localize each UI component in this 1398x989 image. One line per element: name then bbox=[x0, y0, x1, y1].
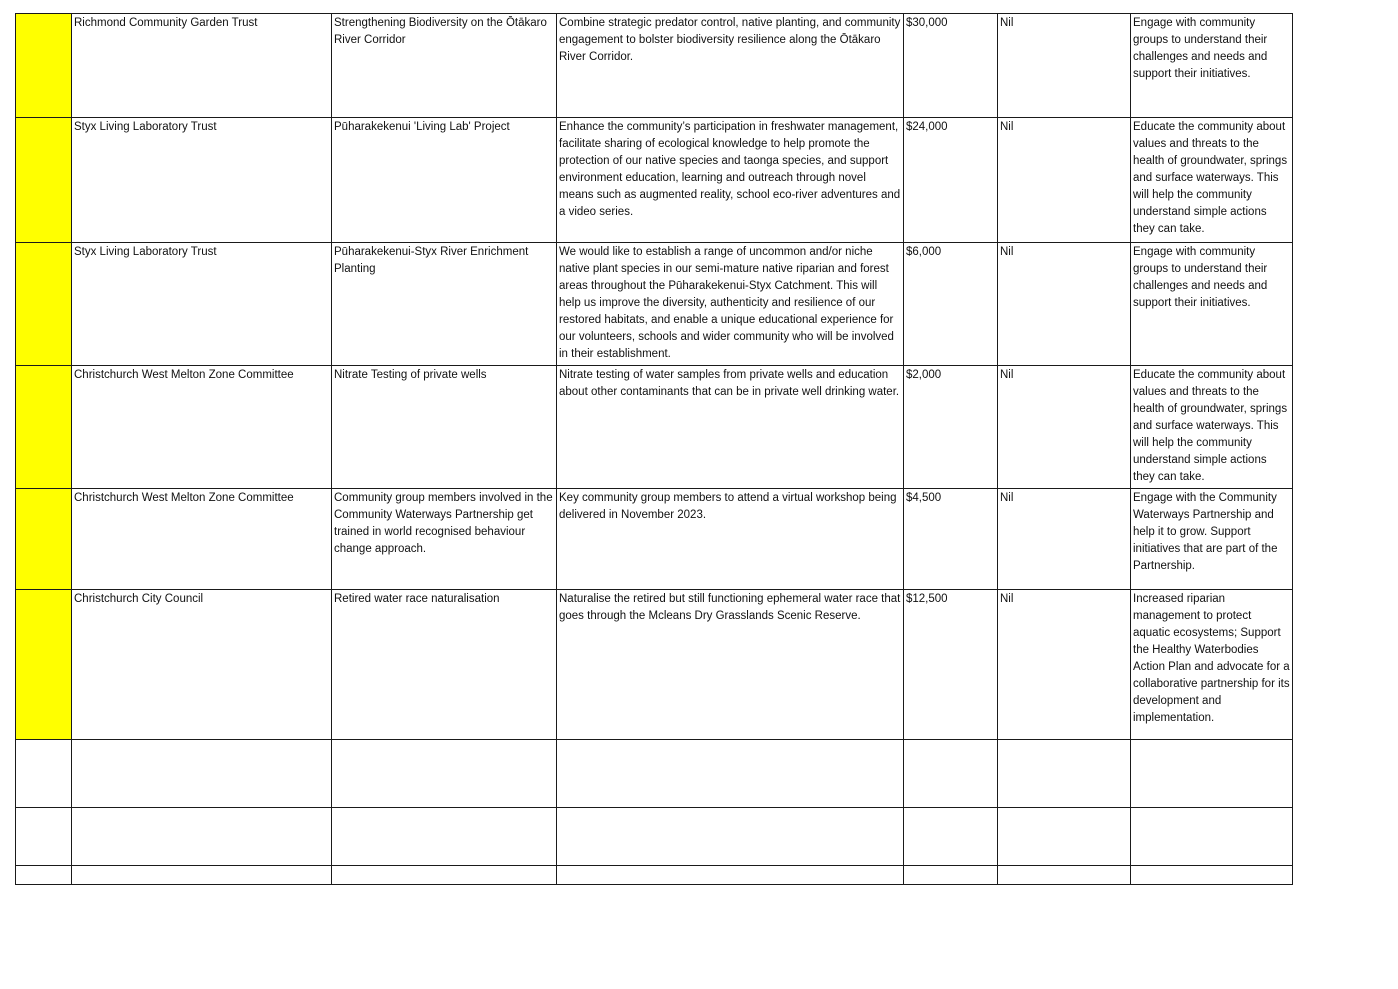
project-cell[interactable]: Community group members involved in the Community Waterways Partnership get trained in world recognised behaviour change approach. bbox=[332, 489, 557, 590]
empty-cell[interactable] bbox=[998, 808, 1131, 866]
organisation-cell[interactable]: Christchurch West Melton Zone Committee bbox=[72, 366, 332, 489]
amount-cell[interactable]: $4,500 bbox=[904, 489, 998, 590]
highlight-marker-cell[interactable] bbox=[16, 243, 72, 366]
description-cell[interactable]: Enhance the community’s participation in freshwater management, facilitate sharing of ecological knowledge to help promote the protection of our native species and taonga species, and support environment education, learning and outreach through novel means such as augmented reality, school eco-river adventures and a video series. bbox=[557, 118, 904, 243]
description-cell[interactable]: Combine strategic predator control, native planting, and community engagement to bolster biodiversity resilience along the Ōtākaro River Corridor. bbox=[557, 14, 904, 118]
table-row bbox=[16, 14, 1293, 118]
outcome-cell[interactable]: Increased riparian management to protect aquatic ecosystems; Support the Healthy Waterbodies Action Plan and advocate for a collaborative partnership for its development and implementation. bbox=[1131, 590, 1293, 740]
empty-table-row bbox=[16, 740, 1293, 808]
project-cell[interactable]: Retired water race naturalisation bbox=[332, 590, 557, 740]
amount-cell[interactable]: $2,000 bbox=[904, 366, 998, 489]
highlight-marker-cell[interactable] bbox=[16, 366, 72, 489]
empty-cell[interactable] bbox=[557, 866, 904, 885]
other-funding-cell[interactable]: Nil bbox=[998, 590, 1131, 740]
amount-cell[interactable]: $30,000 bbox=[904, 14, 998, 118]
organisation-cell[interactable]: Richmond Community Garden Trust bbox=[72, 14, 332, 118]
highlight-marker-cell[interactable] bbox=[16, 590, 72, 740]
empty-cell[interactable] bbox=[904, 866, 998, 885]
description-cell[interactable]: Nitrate testing of water samples from private wells and education about other contaminants that can be in private well drinking water. bbox=[557, 366, 904, 489]
outcome-cell[interactable]: Engage with the Community Waterways Partnership and help it to grow. Support initiatives that are part of the Partnership. bbox=[1131, 489, 1293, 590]
highlight-marker-cell[interactable] bbox=[16, 14, 72, 118]
grant-table bbox=[15, 13, 1293, 885]
empty-cell[interactable] bbox=[332, 866, 557, 885]
other-funding-cell[interactable]: Nil bbox=[998, 118, 1131, 243]
other-funding-cell[interactable]: Nil bbox=[998, 14, 1131, 118]
empty-cell[interactable] bbox=[904, 808, 998, 866]
empty-table-row bbox=[16, 866, 1293, 885]
amount-cell[interactable]: $12,500 bbox=[904, 590, 998, 740]
empty-cell[interactable] bbox=[998, 866, 1131, 885]
table-row bbox=[16, 489, 1293, 590]
project-cell[interactable]: Pūharakekenui 'Living Lab' Project bbox=[332, 118, 557, 243]
description-cell[interactable]: Key community group members to attend a virtual workshop being delivered in November 2023. bbox=[557, 489, 904, 590]
empty-cell[interactable] bbox=[904, 740, 998, 808]
project-cell[interactable]: Strengthening Biodiversity on the Ōtākaro River Corridor bbox=[332, 14, 557, 118]
empty-cell[interactable] bbox=[16, 866, 72, 885]
other-funding-cell[interactable]: Nil bbox=[998, 366, 1131, 489]
organisation-cell[interactable]: Christchurch City Council bbox=[72, 590, 332, 740]
empty-cell[interactable] bbox=[1131, 808, 1293, 866]
table-row bbox=[16, 118, 1293, 243]
table-row bbox=[16, 590, 1293, 740]
empty-cell[interactable] bbox=[332, 740, 557, 808]
description-cell[interactable]: Naturalise the retired but still functioning ephemeral water race that goes through the Mcleans Dry Grasslands Scenic Reserve. bbox=[557, 590, 904, 740]
project-cell[interactable]: Nitrate Testing of private wells bbox=[332, 366, 557, 489]
other-funding-cell[interactable]: Nil bbox=[998, 489, 1131, 590]
organisation-cell[interactable]: Styx Living Laboratory Trust bbox=[72, 243, 332, 366]
empty-cell[interactable] bbox=[998, 740, 1131, 808]
empty-cell[interactable] bbox=[72, 808, 332, 866]
empty-cell[interactable] bbox=[72, 866, 332, 885]
empty-cell[interactable] bbox=[557, 808, 904, 866]
empty-cell[interactable] bbox=[16, 808, 72, 866]
empty-cell[interactable] bbox=[557, 740, 904, 808]
highlight-marker-cell[interactable] bbox=[16, 489, 72, 590]
other-funding-cell[interactable]: Nil bbox=[998, 243, 1131, 366]
outcome-cell[interactable]: Engage with community groups to understand their challenges and needs and support their initiatives. bbox=[1131, 14, 1293, 118]
description-cell[interactable]: We would like to establish a range of uncommon and/or niche native plant species in our semi-mature native riparian and forest areas throughout the Pūharakekenui-Styx Catchment. This will help us improve the diversity, authenticity and resilience of our restored habitats, and enable a unique educational experience for our volunteers, schools and wider community who will be involved in their establishment. bbox=[557, 243, 904, 366]
empty-table-row bbox=[16, 808, 1293, 866]
project-cell[interactable]: Pūharakekenui-Styx River Enrichment Planting bbox=[332, 243, 557, 366]
empty-cell[interactable] bbox=[1131, 866, 1293, 885]
table-row bbox=[16, 366, 1293, 489]
highlight-marker-cell[interactable] bbox=[16, 118, 72, 243]
empty-cell[interactable] bbox=[332, 808, 557, 866]
empty-cell[interactable] bbox=[16, 740, 72, 808]
organisation-cell[interactable]: Styx Living Laboratory Trust bbox=[72, 118, 332, 243]
outcome-cell[interactable]: Engage with community groups to understand their challenges and needs and support their initiatives. bbox=[1131, 243, 1293, 366]
amount-cell[interactable]: $24,000 bbox=[904, 118, 998, 243]
table-row bbox=[16, 243, 1293, 366]
amount-cell[interactable]: $6,000 bbox=[904, 243, 998, 366]
empty-cell[interactable] bbox=[1131, 740, 1293, 808]
outcome-cell[interactable]: Educate the community about values and threats to the health of groundwater, springs and surface waterways. This will help the community understand simple actions they can take. bbox=[1131, 366, 1293, 489]
organisation-cell[interactable]: Christchurch West Melton Zone Committee bbox=[72, 489, 332, 590]
empty-cell[interactable] bbox=[72, 740, 332, 808]
outcome-cell[interactable]: Educate the community about values and threats to the health of groundwater, springs and surface waterways. This will help the community understand simple actions they can take. bbox=[1131, 118, 1293, 243]
